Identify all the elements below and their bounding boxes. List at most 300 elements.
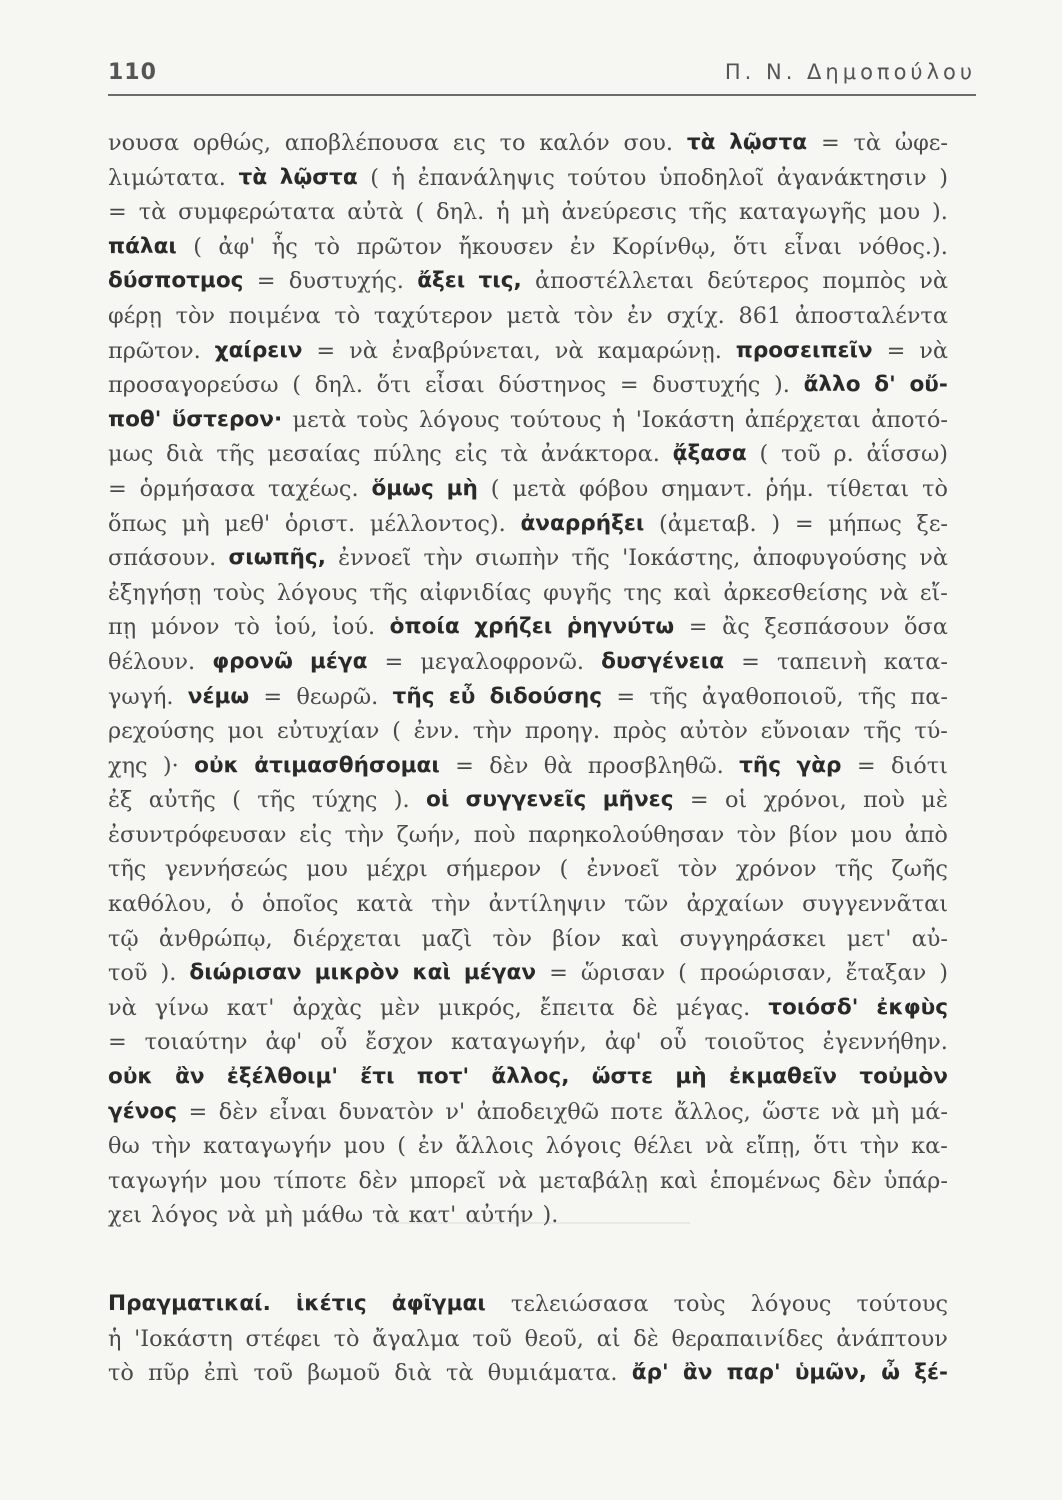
word: ὅτι	[813, 1133, 848, 1160]
bold-lemma-word: χρήζει	[474, 614, 553, 640]
text-line	[108, 195, 948, 230]
word: ἐννοεῖ	[586, 856, 660, 883]
word: τῶν	[624, 891, 669, 918]
word: =	[108, 199, 127, 226]
word: ἐπανάληψις	[417, 164, 555, 191]
bold-lemma-word: νέμω	[187, 683, 250, 709]
page-number: 110	[108, 60, 157, 85]
word: σου.	[623, 130, 673, 156]
word: αὐτὸν	[679, 718, 748, 745]
word: ἀπὸ	[904, 821, 948, 848]
word: προηγ.	[524, 718, 601, 745]
word: (	[392, 718, 401, 745]
word: βίον	[552, 925, 602, 952]
word: κατ'	[408, 1202, 457, 1229]
word: μως	[108, 441, 154, 468]
word: σιωπὴν	[475, 545, 560, 572]
word: το	[499, 130, 526, 156]
word: εἶναι	[269, 1098, 328, 1125]
word: τὸ	[333, 1325, 360, 1352]
word: πρῶτον	[356, 233, 443, 260]
text-line	[108, 1322, 948, 1357]
text-line	[108, 610, 948, 645]
word: τοὺς	[356, 406, 409, 433]
word: δὲ	[632, 994, 658, 1021]
word: ὥρισαν	[580, 960, 666, 987]
text-line	[108, 1356, 948, 1391]
word: ὅτι	[376, 372, 412, 399]
word: ἀρχὰς	[292, 994, 362, 1021]
word: νὰ	[554, 337, 584, 364]
text-line	[108, 368, 948, 403]
word: =	[188, 1098, 208, 1125]
word: (	[292, 372, 302, 399]
word: =	[108, 1029, 127, 1056]
bold-lemma-word: οὐκ	[108, 1064, 153, 1090]
word: εἶσαι	[425, 372, 485, 399]
word: ἐπὶ	[203, 1360, 240, 1387]
word: ξε-	[916, 510, 948, 537]
bold-lemma-word: ἐκφὺς	[876, 994, 948, 1020]
word: τῷ	[108, 925, 139, 952]
word: ἐν	[417, 1133, 444, 1160]
word: μετ'	[846, 925, 892, 952]
word: μὴ	[871, 1098, 900, 1125]
word: μετὰ	[512, 475, 567, 502]
word: ξεσπάσουν	[764, 614, 890, 641]
word: τὸν	[573, 302, 614, 329]
word: μεταβάλῃ	[538, 1167, 648, 1194]
bold-lemma-word: χαίρειν	[214, 337, 303, 363]
word: μοι	[227, 718, 265, 745]
word: ποὺ	[863, 787, 905, 814]
word: εἶναι	[784, 233, 842, 260]
word: κα-	[911, 1133, 948, 1160]
word: πα-	[910, 683, 948, 710]
word: εις	[452, 130, 486, 156]
word: μόνον	[150, 614, 220, 641]
word: θέλουν.	[108, 648, 196, 675]
bold-lemma-word: ῥηγνύτω	[566, 614, 675, 640]
word: νὰ	[919, 545, 948, 572]
word: σπάσουν.	[108, 545, 217, 572]
word: τὰ	[138, 199, 167, 226]
bold-lemma-word: γὰρ	[796, 752, 842, 778]
commentary-text	[108, 126, 948, 1233]
word: 'Ιοκάστη	[635, 406, 735, 433]
word: μὴ	[521, 199, 550, 226]
word: =	[316, 337, 336, 364]
bold-lemma-word: μὴ	[675, 1064, 707, 1090]
bold-lemma-word: ὥστε	[591, 1064, 654, 1090]
word: =	[856, 752, 876, 779]
word: ὠφε-	[894, 130, 948, 156]
pragmatic-notes-text	[108, 1287, 948, 1391]
text-line	[108, 818, 948, 853]
word: μαζὶ	[421, 925, 473, 952]
text-line	[108, 991, 948, 1026]
word: ταπεινὴ	[777, 648, 867, 675]
word: =	[794, 510, 814, 537]
word: τῆς	[108, 856, 147, 883]
word: ἀντίληψιν	[488, 891, 607, 918]
word: πύλης	[373, 441, 442, 468]
word: ἡ	[391, 164, 406, 191]
word: ἡ	[108, 1325, 122, 1352]
bold-lemma-word: ἐξέλθοιμ'	[226, 1064, 338, 1090]
word: προσαγορεύσω	[108, 372, 279, 399]
word: γεννήσεώς	[164, 856, 288, 883]
word: φέρῃ	[108, 302, 162, 329]
bold-lemma-word: ἀφῖγμαι	[391, 1291, 486, 1316]
word: οἱ	[724, 787, 748, 814]
word: πρῶτον.	[108, 337, 201, 364]
word: ἐσυντρόφευσαν	[108, 821, 287, 848]
word: ἀποφυγούσης	[752, 545, 907, 572]
word: (	[559, 856, 569, 883]
word: δὲν	[218, 1098, 258, 1125]
text-line	[108, 783, 948, 818]
word: ποὺ	[473, 821, 516, 848]
word: οὗ	[320, 1029, 348, 1056]
word: νὰ	[497, 1167, 527, 1194]
word: =	[455, 752, 474, 779]
word: νὰ	[349, 337, 378, 364]
word: ἀρχαίων	[686, 891, 785, 918]
word: ταχύτερον	[373, 302, 493, 329]
bold-lemma-word: μικρὸν	[314, 960, 400, 986]
word: ζωήν,	[396, 821, 462, 848]
bold-lemma-word: ὁποία	[389, 614, 460, 640]
text-line	[108, 749, 948, 784]
word: )	[771, 510, 781, 537]
word: σήμερον	[446, 856, 542, 883]
word: ἀΐσσω)	[866, 441, 948, 468]
word: νὰ	[919, 337, 948, 364]
text-line	[108, 437, 948, 472]
word: μέγας.	[675, 994, 751, 1021]
bold-lemma-word: τοὐμὸν	[859, 1064, 948, 1090]
word: διότι	[890, 752, 948, 779]
text-line	[108, 1025, 948, 1060]
word: τῆς	[863, 718, 902, 745]
word: ὅπως	[108, 510, 167, 537]
word: =	[549, 960, 568, 987]
word: καὶ	[659, 1167, 698, 1194]
word: μου	[850, 821, 892, 848]
bold-lemma-word: συγγενεῖς	[465, 787, 587, 813]
word: ἰού.	[332, 614, 376, 641]
bold-lemma-word: ἂν	[175, 1064, 205, 1090]
word: νὰ	[108, 994, 137, 1021]
word: νὰ	[919, 268, 948, 295]
word: λόγους	[276, 579, 358, 606]
word: =	[741, 648, 760, 675]
word: ἀποδειχθῶ	[476, 1098, 600, 1125]
word: τὸ	[314, 233, 341, 260]
word: (	[193, 233, 202, 260]
word: θω	[108, 1133, 140, 1160]
word: τούτους	[856, 1291, 948, 1317]
word: τοῦ	[108, 960, 148, 987]
word: εἴ-	[919, 579, 948, 606]
word: =	[616, 683, 636, 710]
word: θυμιάματα.	[487, 1360, 618, 1387]
word: πῦρ	[148, 1360, 190, 1387]
bold-lemma-word: λῷστα	[729, 130, 808, 155]
word: =	[263, 683, 283, 710]
word: ἐξ	[108, 787, 133, 814]
word: (	[397, 1133, 406, 1160]
word: τὰ	[372, 1202, 400, 1229]
word: ἔπειτα	[539, 994, 615, 1021]
bold-lemma-word: μέγαν	[463, 960, 537, 986]
word: θεραπαινίδες	[671, 1325, 824, 1352]
word: κατα-	[883, 648, 948, 675]
text-line	[108, 161, 948, 196]
word: τύχης	[311, 787, 378, 814]
word: λόγοις	[545, 1133, 622, 1160]
word: ἄλλος,	[674, 1098, 751, 1125]
bold-lemma-word: δυσγένεια	[601, 648, 725, 674]
word: τοὺς	[673, 1291, 726, 1317]
word: νουσα	[108, 130, 180, 156]
word: 861	[738, 302, 782, 329]
word: βωμοῦ	[307, 1360, 381, 1387]
word: (	[415, 199, 425, 226]
word: μεθ'	[224, 510, 271, 537]
word: ἧς	[271, 233, 298, 260]
word: ἀπέρχεται	[744, 406, 861, 433]
bold-lemma-word: τὰ	[238, 164, 268, 190]
word: αἱ	[596, 1325, 621, 1352]
word: (	[232, 787, 241, 814]
word: δύστηνος	[498, 372, 607, 399]
bold-lemma-word: ὑμῶν,	[794, 1360, 867, 1386]
bold-lemma-word: ἀναρρήξει	[520, 510, 645, 536]
word: ἐξηγήσῃ	[108, 579, 202, 606]
bold-lemma-word: δύσποτμος	[108, 268, 244, 294]
text-line	[108, 1129, 948, 1164]
word: δυνατὸν	[338, 1098, 434, 1125]
word: εὔνοιαν	[760, 718, 851, 745]
bold-lemma-word: ἂν	[682, 1360, 713, 1386]
word: τούτου	[567, 164, 647, 191]
word: τίθεται	[826, 475, 910, 502]
word: φόβου	[579, 475, 649, 502]
word: τελειώσασα	[510, 1291, 649, 1317]
word: Κορίνθῳ,	[611, 233, 717, 260]
word: ὅσα	[903, 614, 948, 641]
word: ῥήμ.	[765, 475, 814, 502]
word: ρεχούσης	[108, 718, 215, 745]
word: ἀνάπτουν	[836, 1325, 948, 1352]
text-line	[108, 1198, 948, 1233]
word: τῆς	[571, 545, 610, 572]
text-line	[108, 1060, 948, 1095]
bold-lemma-word: ἄλλο	[803, 372, 861, 398]
word: καταγωγήν,	[451, 1029, 587, 1056]
word: ἀνθρώπῳ,	[158, 925, 273, 952]
word: τὴν	[431, 891, 471, 918]
word: μέχρι	[366, 856, 428, 883]
bold-lemma-word: λῷστα	[279, 164, 358, 190]
bold-lemma-word: πάλαι	[108, 233, 177, 259]
word: ἡ	[611, 406, 626, 433]
word: γωγή.	[108, 683, 174, 710]
word: ἐννοεῖ	[338, 545, 412, 572]
word: δυστυχής	[652, 372, 761, 399]
word: φυγῆς	[543, 579, 612, 606]
word: ).	[393, 787, 410, 814]
text-line	[108, 852, 948, 887]
word: τὸ	[108, 1360, 134, 1387]
bold-lemma-word: ἄλλος,	[491, 1064, 570, 1090]
bold-lemma-word: ἄξει	[417, 268, 466, 294]
word: πρὸς	[612, 718, 667, 745]
word: ορθώς,	[192, 130, 271, 156]
word: δὲν	[832, 1167, 872, 1194]
word: ἐν	[569, 233, 596, 260]
word: μου	[343, 1133, 386, 1160]
word: ὅτι	[732, 233, 768, 260]
word: δὲν	[489, 752, 529, 779]
bold-lemma-word: τῆς	[739, 752, 782, 778]
word: τὸ	[922, 475, 948, 502]
header-rule	[108, 94, 976, 96]
word: παρηκολούθησαν	[528, 821, 725, 848]
word: μὴ	[264, 1202, 293, 1229]
word: τὸν	[492, 925, 532, 952]
word: χει	[108, 1202, 142, 1229]
bold-lemma-word: ἔτι	[360, 1064, 395, 1090]
text-line	[108, 126, 948, 161]
word: καμαρώνῃ.	[597, 337, 722, 364]
word: στέφει	[245, 1325, 321, 1352]
word: τοῦ	[781, 441, 821, 468]
bold-lemma-word: σιωπῆς,	[228, 545, 326, 571]
word: ἀρκεσθείσης	[723, 579, 868, 606]
word: της	[623, 579, 662, 606]
word: νὰ	[879, 579, 909, 606]
word: ὁποῖος	[262, 891, 339, 918]
word: ἑπομένως	[709, 1167, 821, 1194]
word: (	[490, 475, 500, 502]
bold-lemma-word: ὦ	[881, 1360, 900, 1386]
word: ἔταξαν	[845, 960, 927, 987]
word: δεύτερος	[707, 268, 810, 295]
word: δὲν	[358, 1167, 398, 1194]
bold-lemma-word: οὔ-	[909, 372, 948, 398]
bold-lemma-word: μέγα	[309, 648, 368, 674]
word: τὴν	[423, 545, 463, 572]
text-line	[108, 334, 948, 369]
word: τύ-	[914, 718, 948, 745]
word: προσβληθῶ.	[587, 752, 724, 779]
text-line	[108, 1095, 948, 1130]
bold-lemma-word: ἀτιμασθήσομαι	[254, 752, 440, 778]
bold-lemma-word: δ'	[874, 372, 896, 398]
word: τὸ	[234, 614, 260, 641]
word: πῃ	[108, 614, 137, 641]
word: καλόν	[539, 130, 610, 156]
word: νὰ	[705, 1133, 734, 1160]
word: αὐτῆς	[148, 787, 216, 814]
word: ἀνεύρεσις	[561, 199, 677, 226]
word: καὶ	[673, 579, 712, 606]
bold-lemma-word: ὅμως	[371, 475, 434, 501]
word: αἰφνιδίας	[419, 579, 532, 606]
word: ὁριστ.	[284, 510, 356, 537]
word: ὑπάρ-	[883, 1167, 948, 1194]
word: τίποτε	[273, 1167, 347, 1194]
bold-lemma-word: Πραγματικαί.	[108, 1291, 271, 1316]
bold-lemma-word: ποθ'	[108, 406, 162, 432]
text-line	[108, 887, 948, 922]
word: χρόνον	[735, 856, 817, 883]
word: ὥστε	[762, 1098, 820, 1125]
text-line	[108, 956, 948, 991]
word: καὶ	[621, 925, 660, 952]
word: ὁρμήσασα	[139, 475, 256, 502]
word: τὴν	[151, 1133, 192, 1160]
section-gap	[390, 1222, 690, 1224]
word: )	[939, 960, 948, 987]
word: (	[370, 164, 380, 191]
word: τοὺς	[213, 579, 266, 606]
word: μου	[219, 1167, 262, 1194]
word: μά-	[910, 1098, 948, 1125]
word: ἰού,	[274, 614, 318, 641]
word: μικρός,	[438, 994, 522, 1021]
word: ).	[160, 960, 177, 987]
word: ἀποτό-	[871, 406, 948, 433]
word: εἰς	[454, 441, 488, 468]
word: τῆς	[688, 199, 728, 226]
word: αὐτήν	[465, 1202, 534, 1229]
text-line	[108, 1287, 948, 1322]
word: ἀφ'	[604, 1029, 642, 1056]
word: ἐγεννήθην.	[822, 1029, 948, 1056]
word: ἀγανάκτησιν	[776, 164, 927, 191]
bold-lemma-word: οὐκ	[194, 752, 239, 778]
word: )·	[162, 752, 179, 779]
word: μὲν	[379, 994, 421, 1021]
word: τὸν	[175, 302, 216, 329]
word: μου	[878, 199, 921, 226]
word: κατ'	[226, 994, 275, 1021]
bold-lemma-word: μὴ	[446, 475, 478, 501]
word: ποιμένα	[228, 302, 321, 329]
bold-lemma-word: παρ'	[726, 1360, 781, 1386]
word: τούτους	[510, 406, 602, 433]
bold-lemma-word: μῆνες	[602, 787, 674, 813]
word: συμφερώτατα	[178, 199, 336, 226]
bold-lemma-word: ποτ'	[416, 1064, 470, 1090]
bold-lemma-word: διώρισαν	[189, 960, 302, 986]
text-line	[108, 507, 948, 542]
bold-lemma-word: ξέ-	[914, 1360, 948, 1386]
word: μεσαίας	[267, 441, 361, 468]
word: ἡ	[496, 199, 510, 226]
word: συγγηράσκει	[679, 925, 827, 952]
word: ).	[932, 199, 948, 226]
word: λόγους	[418, 406, 500, 433]
word: ταγωγήν	[108, 1167, 208, 1194]
text-line	[108, 541, 948, 576]
bold-lemma-word: ἱκέτις	[295, 1291, 367, 1316]
text-line	[108, 714, 948, 749]
